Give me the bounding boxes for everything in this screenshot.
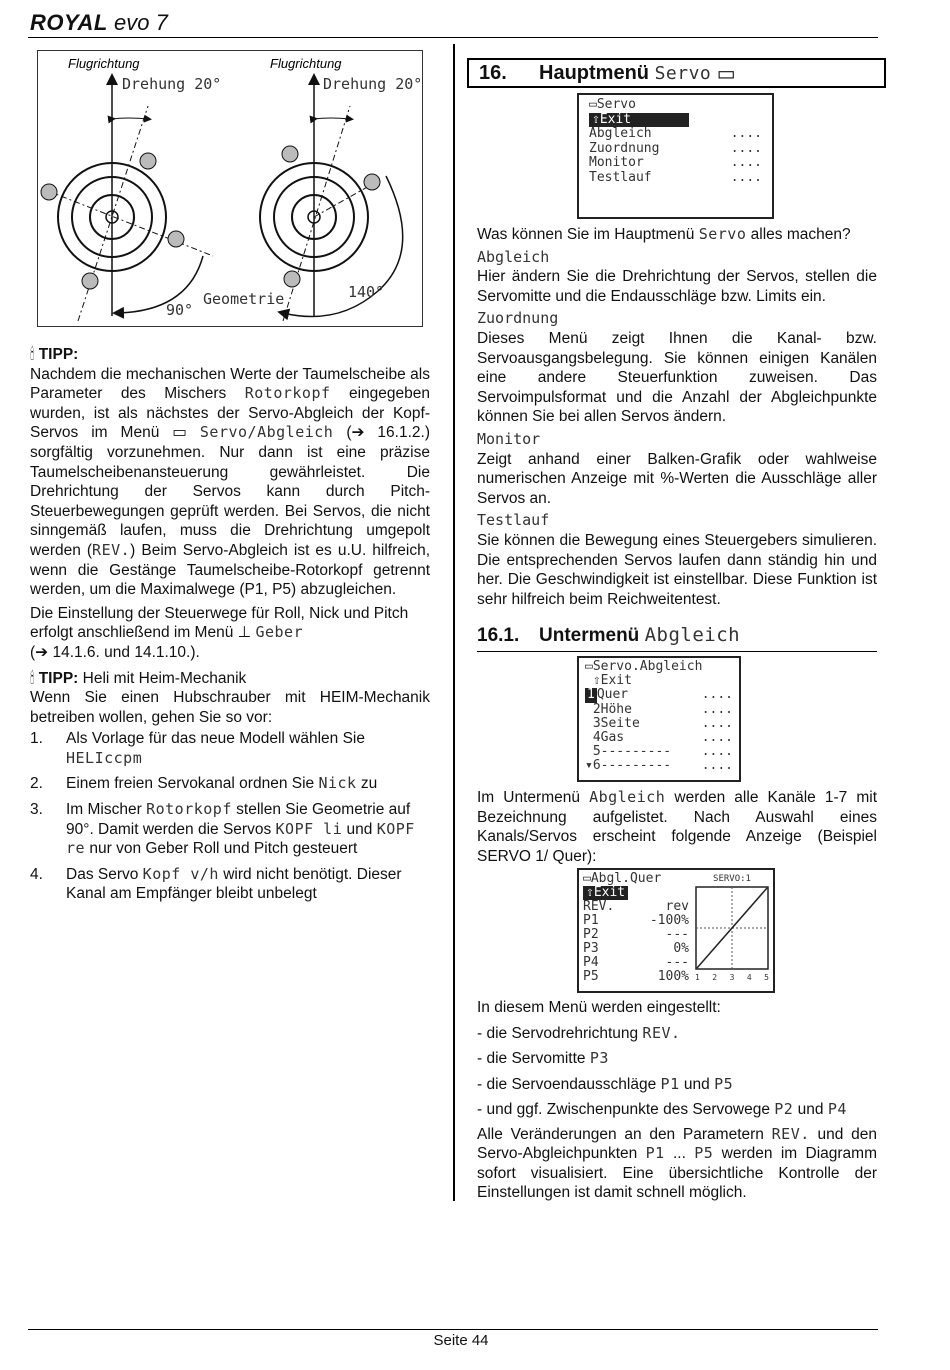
- lcd-title: ▭Abgl.Quer: [583, 871, 662, 886]
- heim-intro: Wenn Sie einen Hubschrauber mit HEIM-Mechanik betreiben wollen, gehen Sie so vor:: [30, 689, 430, 726]
- desc-title: Zuordnung: [477, 309, 559, 328]
- column-divider: [453, 44, 455, 1201]
- section-16-1-heading: 16.1. Untermenü Abgleich: [477, 624, 877, 652]
- rotation-label-left: Drehung 20°: [122, 75, 222, 93]
- geometry-label: Geometrie: [203, 290, 285, 308]
- lcd-row: 1 Quer ....: [587, 687, 733, 703]
- list-item: - die Servodrehrichtung REV.: [477, 1023, 681, 1042]
- desc-text: Dieses Menü zeigt Ihnen die Kanal- bzw. Servoausgangsbelegung. Sie können einigen Kanälen eine andere Steuerfunktion zuweisen. Das Servoimpulsformat und die Anzahl der Abgleichpunkte können Sie bei allen Servos ändern.: [477, 329, 877, 426]
- bulb-icon: 🕯: [30, 346, 35, 363]
- flight-label-left: Flugrichtung: [68, 56, 140, 71]
- lcd-row: 4Gas ....: [592, 730, 733, 746]
- lcd-row: P1 -100%: [583, 913, 689, 928]
- lcd-row: P3 0%: [583, 941, 689, 956]
- list-item: - und ggf. Zwischenpunkte des Servowege P2 und P4: [477, 1100, 847, 1118]
- stick-icon: ⊥: [237, 624, 256, 642]
- brand-model: evo 7: [114, 10, 168, 35]
- servo-menu-descriptions: [477, 225, 877, 609]
- desc-title: Testlauf: [477, 511, 550, 530]
- desc-title: Monitor: [477, 429, 541, 448]
- desc-title: Abgleich: [477, 247, 550, 266]
- desc-text: Zeigt anhand einer Balken-Grafik oder wahlweise numerischen Anzeige mit %-Werten die Ausschläge aller Servos an.: [477, 450, 877, 507]
- lcd-row: Monitor ....: [589, 155, 762, 171]
- lcd-servo-menu: [577, 93, 774, 219]
- menu-icon: ▭: [583, 871, 591, 886]
- flight-label-right: Flugrichtung: [270, 56, 342, 71]
- lcd-exit: ⇧Exit: [589, 113, 689, 128]
- heim-steps: [30, 729, 430, 904]
- rotation-label-right: Drehung 20°: [323, 75, 423, 93]
- graph-axis: 1 2 3 4 5: [695, 973, 769, 982]
- lcd-title: ▭Servo.Abgleich: [585, 659, 703, 674]
- list-item: 4. Das Servo Kopf v/h wird nicht benötigt. Dieser Kanal am Empfänger bleibt unbelegt: [30, 864, 402, 903]
- section-16-heading: 16. Hauptmenü Servo ▭: [467, 58, 886, 88]
- swashplate-diagram: [37, 50, 423, 327]
- settings-intro: In diesem Menü werden eingestellt:: [477, 999, 721, 1016]
- swashplate-svg: [38, 51, 424, 328]
- lcd-row: 2Höhe ....: [592, 701, 733, 717]
- lcd-row: 3Seite ....: [592, 715, 733, 731]
- brand-name: ROYAL: [30, 10, 108, 35]
- lcd-row: P5 100%: [583, 969, 689, 984]
- top-rule: [28, 37, 878, 38]
- lcd-title: ▭Servo: [589, 97, 636, 112]
- page-number: Seite 44: [433, 1332, 489, 1349]
- menu-icon: ▭: [589, 97, 597, 112]
- lcd-exit: ⇧Exit: [585, 673, 632, 689]
- settings-summary: Alle Veränderungen an den Parametern REV. und den Servo-Abgleichpunkten P1 ... P5 werden im Diagramm sofort visualisiert. Eine übersichtliche Kontrolle der Einstellungen ist damit schnell möglich.: [477, 1124, 877, 1202]
- lcd-row: REV. rev: [583, 899, 689, 914]
- list-item: 2. Einem freien Servokanal ordnen Sie Nick zu: [30, 774, 378, 793]
- angle-90-label: 90°: [166, 301, 194, 319]
- settings-list: [477, 996, 877, 1203]
- list-item: 3. Im Mischer Rotorkopf stellen Sie Geometrie auf 90°. Damit werden die Servos KOPF li und KOPF re nur von Geber Roll und Pitch gesteuert: [30, 800, 415, 858]
- servo-curve-graph: [695, 872, 769, 984]
- lcd-abgl-quer: [577, 868, 775, 993]
- menu-icon: ▭: [585, 659, 593, 674]
- lcd-row: 5--------- ....: [592, 744, 733, 760]
- desc-text: Sie können die Bewegung eines Steuergebers simulieren. Die entsprechenden Servos laufen dann ständig hin und her. Die Geschwindigkeit ist einstellbar. Diese Funktion ist sehr hilfreich beim Reichweitentest.: [477, 531, 877, 608]
- lcd-exit: ⇧Exit: [583, 886, 628, 900]
- submenu-text: Im Untermenü Abgleich werden alle Kanäle 1-7 mit Bezeichnung aufgelistet. Nach Auswahl eines Kanals/Servos erscheint folgende Anzeige (Beispiel SERVO 1/ Quer):: [477, 788, 877, 865]
- graph-label: SERVO:1: [713, 874, 751, 884]
- lcd-row: P2 ---: [583, 927, 689, 942]
- lcd-row: Zuordnung ....: [589, 140, 762, 156]
- roll-nick-pitch-text: Die Einstellung der Steuerwege für Roll, Nick und Pitch erfolgt anschließend im Menü ⊥ Geber (➔ 14.1.6. und 14.1.10.).: [30, 604, 409, 661]
- lcd-row: Testlauf ....: [589, 169, 762, 185]
- tipp-2: 🕯 TIPP: Heli mit Heim-Mechanik: [30, 669, 247, 687]
- bulb-icon: 🕯: [30, 669, 35, 687]
- list-item: - die Servoendausschläge P1 und P5: [477, 1074, 734, 1093]
- servo-menu-icon: ▭: [172, 424, 200, 442]
- servo-menu-icon: ▭: [711, 62, 736, 85]
- tipp-1: 🕯 TIPP:: [30, 346, 79, 363]
- bottom-rule: [28, 1329, 878, 1330]
- lcd-row: ▾6--------- ....: [585, 758, 733, 774]
- left-column: [30, 345, 430, 910]
- desc-text: Hier ändern Sie die Drehrichtung der Servos, stellen die Servomitte und die Endausschläge bzw. Limits ein.: [477, 268, 877, 305]
- tipp-1-text: Nachdem die mechanischen Werte der Taumelscheibe als Parameter des Mischers Rotorkopf eingegeben wurden, ist als nächstes der Servo-Abgleich der Kopf-Servos im Menü ▭ Servo/Abgleich (➔ 16.1.2.) sorgfältig vorzunehmen. Nur dann ist eine präzise Taumelscheibenansteuerung gewährleistet. Die Drehrichtung der Servos kann durch Pitch-Steuerbewegungen geprüft werden. Bei Servos, die nicht sinngemäß laufen, muss die Drehrichtung umgepolt werden (REV.) Beim Servo-Abgleich ist es u.U. hilfreich, wenn die Gestänge Taumelscheibe-Rotorkopf getrennt werden, um die Maximalwege (P1, P5) abzugleichen.: [30, 365, 431, 599]
- list-item: 1. Als Vorlage für das neue Modell wählen Sie HELIccpm: [30, 730, 365, 767]
- lcd-row: P4 ---: [583, 955, 689, 970]
- intro-question: Was können Sie im Hauptmenü Servo alles machen?: [477, 225, 851, 243]
- angle-140-label: 140°: [348, 283, 385, 301]
- brand-header: [30, 10, 168, 36]
- lcd-servo-abgleich: [577, 656, 741, 782]
- list-item: - die Servomitte P3: [477, 1049, 609, 1067]
- lcd-row: Abgleich ....: [589, 126, 762, 142]
- servo-curve-svg: [695, 886, 769, 980]
